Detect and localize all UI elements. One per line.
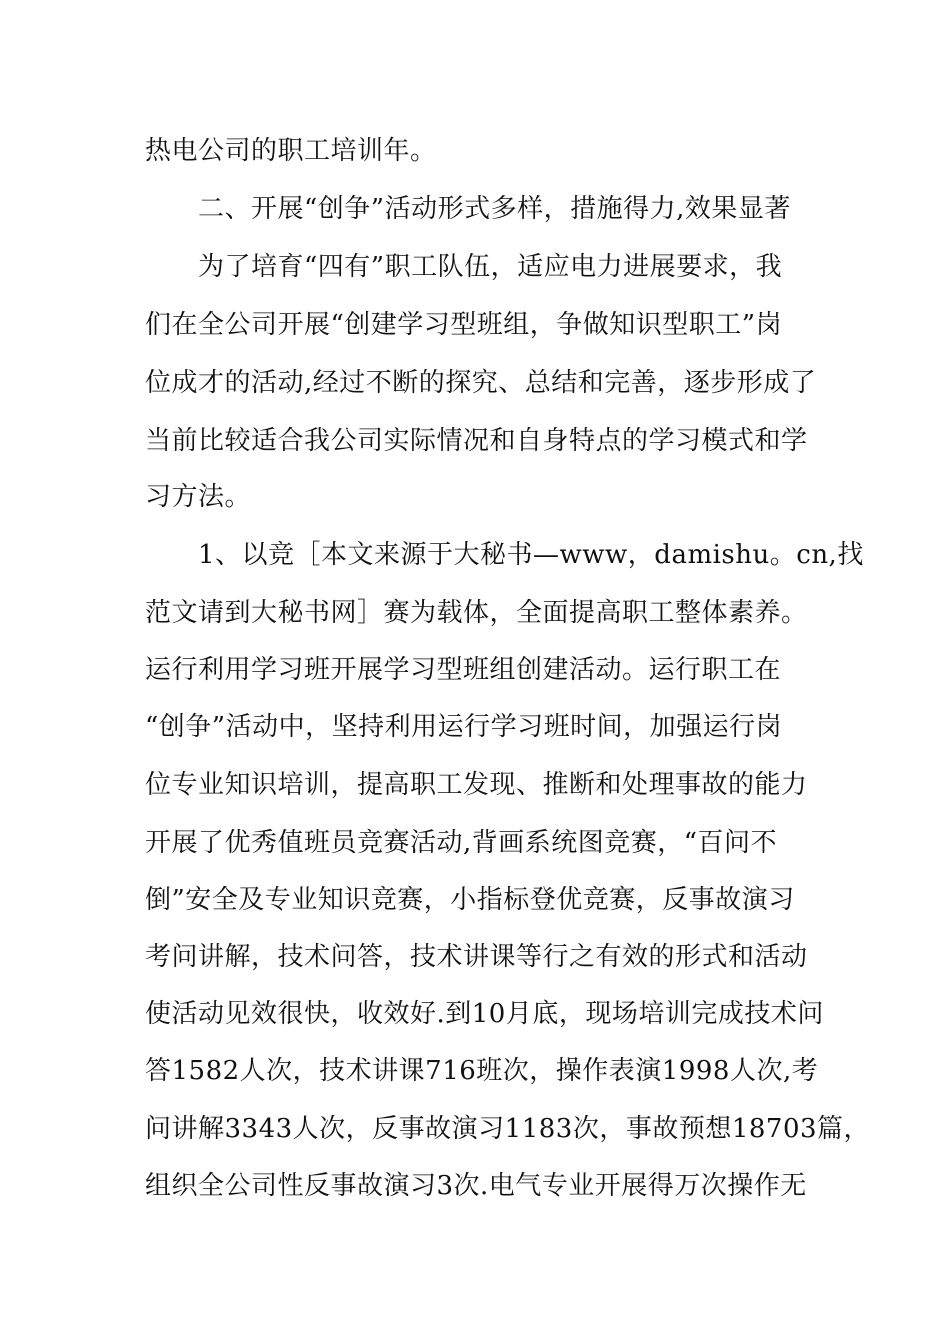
text-line-16: 使活动见效很快，收效好.到10月底，现场培训完成技术问 [145, 999, 824, 1029]
text-line-15: 考问讲解，技术问答，技术讲课等行之有效的形式和活动 [145, 942, 808, 972]
text-line-19: 组织全公司性反事故演习3次.电气专业开展得万次操作无 [145, 1171, 807, 1201]
section-heading: 二、开展“创争”活动形式多样，措施得力,效果显著 [198, 194, 791, 224]
text-line-4: 们在全公司开展“创建学习型班组，争做知识型职工”岗 [145, 310, 783, 340]
text-line-6: 当前比较适合我公司实际情况和自身特点的学习模式和学 [145, 426, 808, 456]
text-line-13: 开展了优秀值班员竞赛活动,背画系统图竞赛，“百问不 [145, 828, 778, 858]
text-line-5: 位成才的活动,经过不断的探究、总结和完善，逐步形成了 [145, 368, 817, 398]
text-line-11: “创争”活动中，坚持利用运行学习班时间，加强运行岗 [145, 712, 783, 742]
text-line-8: 1、以竞［本文来源于大秘书—www，damishu。cn,找 [198, 540, 864, 570]
text-line-10: 运行利用学习班开展学习型班组创建活动。运行职工在 [145, 655, 782, 685]
text-line-17: 答1582人次，技术讲课716班次，操作表演1998人次,考 [145, 1056, 819, 1086]
text-line-9: 范文请到大秘书网］赛为载体，全面提高职工整体素养。 [145, 598, 808, 628]
text-line-3: 为了培育“四有”职工队伍，适应电力进展要求，我 [198, 252, 783, 282]
text-line-14: 倒”安全及专业知识竞赛，小指标登优竞赛，反事故演习 [145, 885, 795, 915]
text-line-18: 问讲解3343人次，反事故演习1183次，事故预想18703篇， [145, 1114, 871, 1144]
text-line-7: 习方法。 [145, 482, 252, 512]
text-line-1: 热电公司的职工培训年。 [145, 136, 437, 166]
text-line-12: 位专业知识培训，提高职工发现、推断和处理事故的能力 [145, 770, 808, 800]
